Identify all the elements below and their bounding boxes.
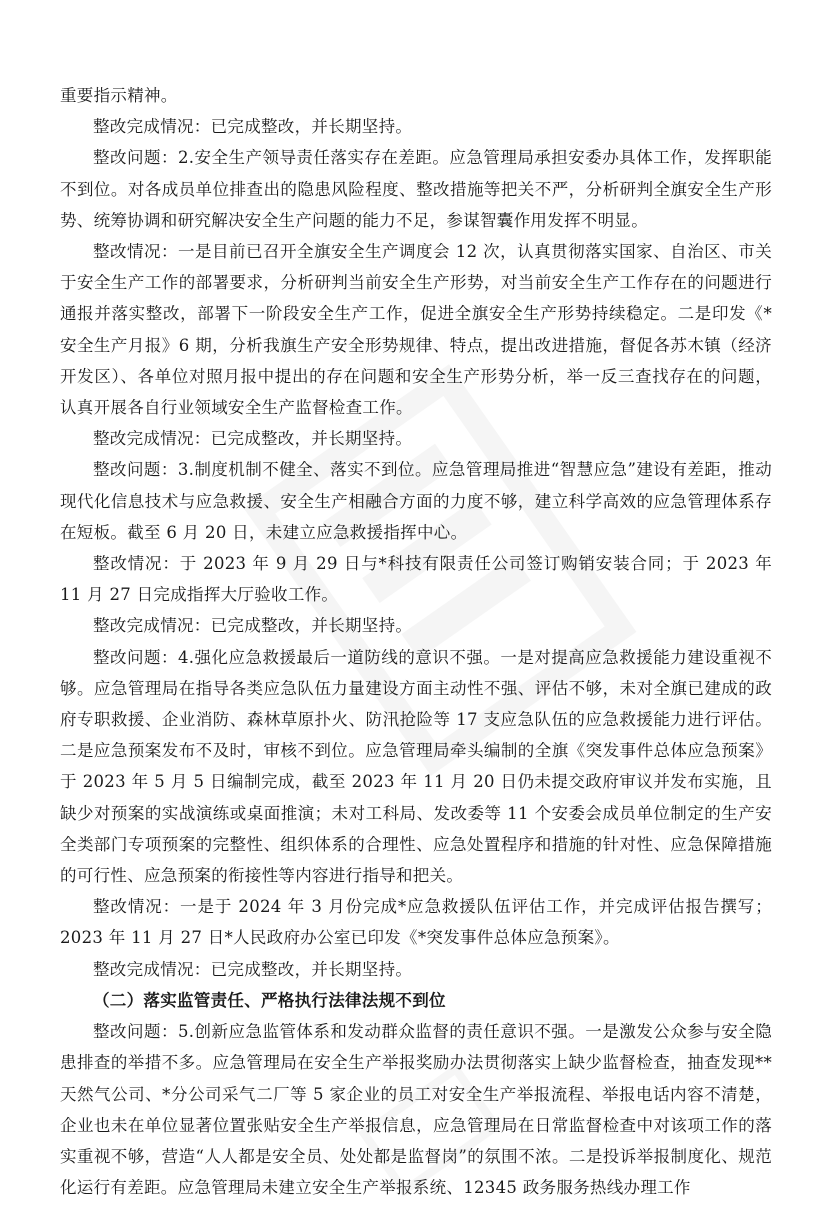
paragraph-4: 整改情况：一是目前已召开全旗安全生产调度会 12 次，认真贯彻落实国家、自治区、市关于安全生产工作的部署要求，分析研判当前安全生产形势，对当前安全生产工作存在的问题进行通报并落实整改，部署下一阶段安全生产工作，促进全旗安全生产形势持续稳定。二是印发《*安全生产月报》6 期，分析我旗生产安全形势规律、特点，提出改进措施，督促各苏木镇（经济开发区）、各单位对照月报中提出的存在问题和安全生产形势分析，举一反三查找存在的问题，认真开展各自行业领域安全生产监督检查工作。 <box>60 242 772 418</box>
paragraph-13: 整改问题：5.创新应急监管体系和发动群众监督的责任意识不强。一是激发公众参与安全隐患排查的举措不多。应急管理局在安全生产举报奖励办法贯彻落实上缺少监督检查，抽查发现**天然气公司、*分公司采气二厂等 5 家企业的员工对安全生产举报流程、举报电话内容不清楚，企业也未在单位显著位置张贴安全生产举报信息，应急管理局在日常监督检查中对该项工作的落实重视不够，营造“人人都是安全员、处处都是监督岗”的氛围不浓。二是投诉举报制度化、规范化运行有差距。应急管理局未建立安全生产举报系统、12345 政务服务热线办理工作 <box>60 1022 772 1198</box>
paragraph-7: 整改情况：于 2023 年 9 月 29 日与*科技有限责任公司签订购销安装合同；于 2023 年 11 月 27 日完成指挥大厅验收工作。 <box>60 554 772 605</box>
paragraph-3: 整改问题：2.安全生产领导责任落实存在差距。应急管理局承担安委办具体工作，发挥职能不到位。对各成员单位排查出的隐患风险程度、整改措施等把关不严，分析研判全旗安全生产形势、统筹协调和研究解决安全生产问题的能力不足，参谋智囊作用发挥不明显。 <box>60 148 772 230</box>
paragraph-2: 整改完成情况：已完成整改，并长期坚持。 <box>93 117 413 137</box>
paragraph-11: 整改完成情况：已完成整改，并长期坚持。 <box>93 959 413 979</box>
paragraph-9: 整改问题：4.强化应急救援最后一道防线的意识不强。一是对提高应急救援能力建设重视不够。应急管理局在指导各类应急队伍力量建设方面主动性不强、评估不够，未对全旗已建成的政府专职救援、企业消防、森林草原扑火、防汛抢险等 17 支应急队伍的应急救援能力进行评估。二是应急预案发布不及时，审核不到位。应急管理局牵头编制的全旗《突发事件总体应急预案》于 2023 年 5 月 5 日编制完成，截至 2023 年 11 月 20 日仍未提交政府审议并发布实施，且缺少对预案的实战演练或桌面推演；未对工科局、发改委等 11 个安委会成员单位制定的生产安全类部门专项预案的完整性、组织体系的合理性、应急处置程序和措施的针对性、应急保障措施的可行性、应急预案的衔接性等内容进行指导和把关。 <box>60 647 772 886</box>
paragraph-6: 整改问题：3.制度机制不健全、落实不到位。应急管理局推进“智慧应急”建设有差距，推动现代化信息技术与应急救援、安全生产相融合方面的力度不够，建立科学高效的应急管理体系存在短板。截至 6 月 20 日，未建立应急救援指挥中心。 <box>60 460 772 542</box>
paragraph-8: 整改完成情况：已完成整改，并长期坚持。 <box>93 616 413 636</box>
paragraph-10: 整改情况：一是于 2024 年 3 月份完成*应急救援队伍评估工作，并完成评估报告撰写；2023 年 11 月 27 日*人民政府办公室已印发《*突发事件总体应急预案》。 <box>60 897 772 948</box>
paragraph-5: 整改完成情况：已完成整改，并长期坚持。 <box>93 429 413 449</box>
paragraph-1: 重要指示精神。 <box>60 86 178 105</box>
document-page <box>60 80 772 1203</box>
section-heading: （二）落实监管责任、严格执行法律法规不到位 <box>93 990 446 1010</box>
